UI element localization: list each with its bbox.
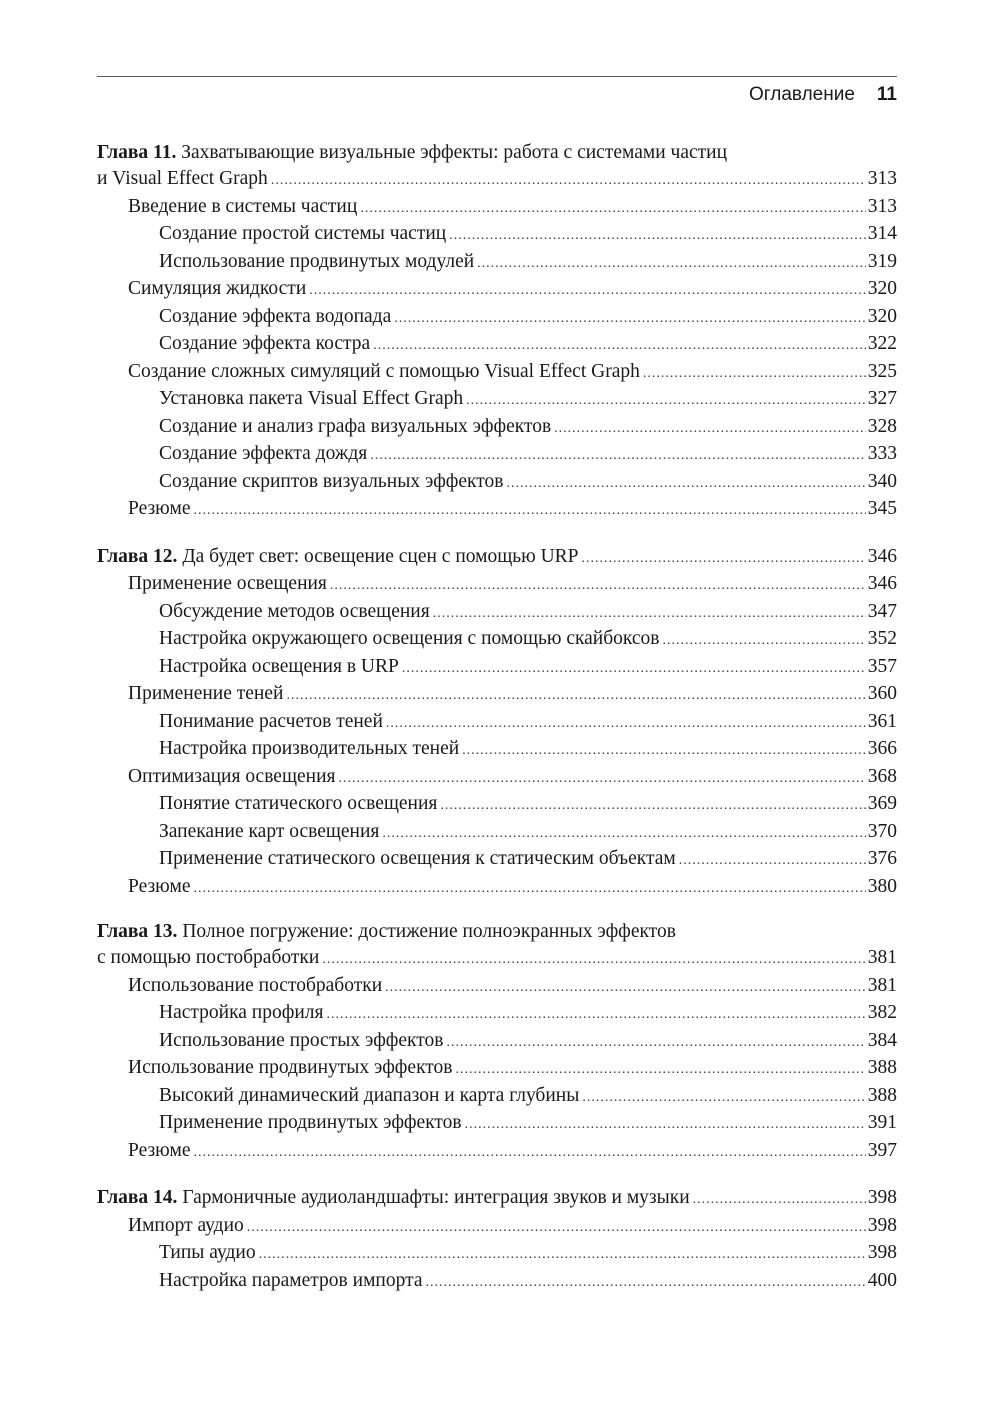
page-ref: 328 [867,415,897,437]
chapter-entry[interactable] [97,165,897,193]
dot-leader [582,545,866,573]
subsection-entry[interactable] [97,598,897,626]
dot-leader [271,167,866,195]
chapter-entry[interactable] [97,944,897,972]
entry-title: Резюме [128,875,191,897]
dot-leader [663,627,866,655]
running-head [749,84,897,106]
chapter-label: Глава 14. [97,1187,178,1208]
page-ref: 380 [867,875,897,897]
page-ref: 366 [867,738,897,759]
entry-title: Настройка профиля [159,1002,324,1023]
page-ref: 381 [867,947,897,968]
subsection-entry[interactable] [97,330,897,358]
page-ref: 361 [867,710,897,732]
page-ref: 398 [867,1214,897,1236]
chapter-label: Глава 12. [97,545,178,567]
dot-leader [370,442,866,470]
page-ref: 381 [867,974,897,996]
chapter-title: Захватывающие визуальные эффекты: работа с системами частиц [181,142,728,163]
page-ref: 325 [867,360,897,382]
entry-title: Создание эффекта дождя [159,443,368,464]
page-ref: 397 [867,1139,897,1161]
subsection-entry[interactable] [97,385,897,413]
dot-leader [643,360,866,388]
entry-title: Создание скриптов визуальных эффектов [159,470,504,492]
dot-leader [286,682,865,710]
entry-title: Создание сложных симуляций с помощью Visual Effect Graph [128,360,640,382]
chapter-title: Полное погружение: достижение полноэкранных эффектов [182,921,676,942]
page-ref: 368 [867,765,897,787]
page-ref: 345 [867,498,897,519]
page-ref: 352 [867,628,897,649]
page-ref: 384 [867,1029,897,1051]
chapter-title: Да будет свет: освещение сцен с помощью URP [182,545,579,567]
chapter-heading-line[interactable] [97,920,897,944]
dot-leader [465,1111,866,1139]
dot-leader [426,1269,866,1297]
header-rule [97,76,897,77]
entry-title: Настройка освещения в URP [159,655,399,677]
section-entry[interactable] [97,275,897,303]
page-ref: 346 [867,545,897,567]
subsection-entry[interactable] [97,413,897,441]
subsection-entry[interactable] [97,1082,897,1110]
chapter-title-continued: с помощью постобработки [97,947,320,968]
entry-title: Обсуждение методов освещения [159,600,430,622]
entry-title: Резюме [128,498,191,519]
chapter-block [97,141,897,523]
chapter-block [97,543,897,901]
dot-leader [402,655,866,683]
page-ref: 398 [867,1242,897,1263]
dot-leader [449,222,866,250]
subsection-entry[interactable] [97,468,897,496]
dot-leader [259,1241,866,1269]
entry-title: Использование продвинутых эффектов [128,1057,453,1078]
entry-title: Применение статического освещения к статическим объектам [159,848,676,869]
page-number: 11 [876,84,897,105]
dot-leader [456,1056,866,1084]
section-entry[interactable] [97,680,897,708]
entry-title: Использование продвинутых модулей [159,250,475,272]
dot-leader [433,600,866,628]
dot-leader [327,1001,866,1029]
dot-leader [360,195,865,223]
entry-title: Понимание расчетов теней [159,710,383,732]
dot-leader [554,415,866,443]
page-ref: 357 [867,655,897,677]
dot-leader [194,497,866,525]
dot-leader [385,974,866,1002]
page-ref: 346 [867,573,897,594]
dot-leader [462,737,866,765]
section-entry[interactable] [97,193,897,221]
dot-leader [247,1214,866,1242]
dot-leader [330,572,866,600]
page-ref: 388 [867,1057,897,1078]
dot-leader [382,820,865,848]
section-entry[interactable] [97,873,897,901]
subsection-entry[interactable] [97,845,897,873]
dot-leader [440,792,865,820]
section-entry[interactable] [97,570,897,598]
page-ref: 398 [867,1187,897,1208]
page-ref: 340 [867,470,897,492]
chapter-title: Гармоничные аудиоландшафты: интеграция звуков и музыки [182,1187,690,1208]
page-ref: 388 [867,1084,897,1106]
subsection-entry[interactable] [97,653,897,681]
section-entry[interactable] [97,1212,897,1240]
dot-leader [309,277,865,305]
subsection-entry[interactable] [97,1027,897,1055]
subsection-entry[interactable] [97,1267,897,1295]
chapter-entry[interactable] [97,1184,897,1212]
section-entry[interactable] [97,763,897,791]
chapter-heading [97,543,579,571]
entry-title: Применение освещения [128,573,327,594]
page-ref: 382 [867,1002,897,1023]
page-ref: 314 [867,223,897,244]
dot-leader [338,765,865,793]
entry-title: Резюме [128,1139,191,1161]
page-ref: 360 [867,683,897,704]
dot-leader [693,1186,866,1214]
entry-title: Создание эффекта водопада [159,305,392,327]
entry-title: Настройка параметров импорта [159,1269,423,1291]
running-head-section: Оглавление [748,84,855,105]
page-ref: 327 [867,388,897,409]
subsection-entry[interactable] [97,440,897,468]
table-of-contents [97,141,897,1314]
subsection-entry[interactable] [97,248,897,276]
chapter-title-continued: и Visual Effect Graph [97,168,268,189]
entry-title: Настройка производительных теней [159,738,460,759]
page-ref: 376 [867,848,897,869]
dot-leader [466,387,866,415]
entry-title: Типы аудио [159,1242,256,1263]
entry-title: Создание и анализ графа визуальных эффектов [159,415,552,437]
subsection-entry[interactable] [97,220,897,248]
dot-leader [194,1139,866,1167]
subsection-entry[interactable] [97,735,897,763]
section-entry[interactable] [97,358,897,386]
section-entry[interactable] [97,1054,897,1082]
entry-title: Установка пакета Visual Effect Graph [159,388,464,409]
page-ref: 333 [867,443,897,464]
page-ref: 319 [867,250,897,272]
section-entry[interactable] [97,495,897,523]
page-ref: 313 [867,168,897,189]
subsection-entry[interactable] [97,790,897,818]
page-ref: 369 [867,793,897,814]
chapter-block [97,920,897,1164]
chapter-heading [97,1184,690,1212]
entry-title: Создание простой системы частиц [159,223,447,244]
page-ref: 370 [867,820,897,842]
section-entry[interactable] [97,972,897,1000]
entry-title: Симуляция жидкости [128,278,307,299]
page-ref: 313 [867,195,897,217]
entry-title: Импорт аудио [128,1214,244,1236]
chapter-entry[interactable] [97,543,897,571]
dot-leader [373,332,866,360]
page-ref: 347 [867,600,897,622]
dot-leader [446,1029,865,1057]
entry-title: Использование простых эффектов [159,1029,444,1051]
subsection-entry[interactable] [97,708,897,736]
entry-title: Применение продвинутых эффектов [159,1112,462,1133]
chapter-label: Глава 13. [97,921,178,942]
page-ref: 320 [867,305,897,327]
page-ref: 400 [867,1269,897,1291]
entry-title: Понятие статического освещения [159,793,438,814]
dot-leader [386,710,866,738]
dot-leader [679,847,866,875]
section-entry[interactable] [97,1137,897,1165]
dot-leader [322,946,865,974]
chapter-heading-line[interactable] [97,141,897,165]
chapter-label: Глава 11. [97,142,177,163]
page-ref: 322 [867,333,897,354]
entry-title: Применение теней [128,683,284,704]
subsection-entry[interactable] [97,999,897,1027]
dot-leader [394,305,865,333]
subsection-entry[interactable] [97,1239,897,1267]
page-ref: 320 [867,278,897,299]
entry-title: Создание эффекта костра [159,333,371,354]
entry-title: Высокий динамический диапазон и карта глубины [159,1084,580,1106]
entry-title: Использование постобработки [128,974,383,996]
subsection-entry[interactable] [97,1109,897,1137]
subsection-entry[interactable] [97,625,897,653]
subsection-entry[interactable] [97,303,897,331]
entry-title: Запекание карт освещения [159,820,380,842]
entry-title: Оптимизация освещения [128,765,336,787]
dot-leader [582,1084,865,1112]
dot-leader [506,470,865,498]
page-ref: 391 [867,1112,897,1133]
dot-leader [477,250,866,278]
entry-title: Настройка окружающего освещения с помощью скайбоксов [159,628,660,649]
dot-leader [194,875,866,903]
subsection-entry[interactable] [97,818,897,846]
entry-title: Введение в системы частиц [128,195,358,217]
chapter-block [97,1184,897,1294]
